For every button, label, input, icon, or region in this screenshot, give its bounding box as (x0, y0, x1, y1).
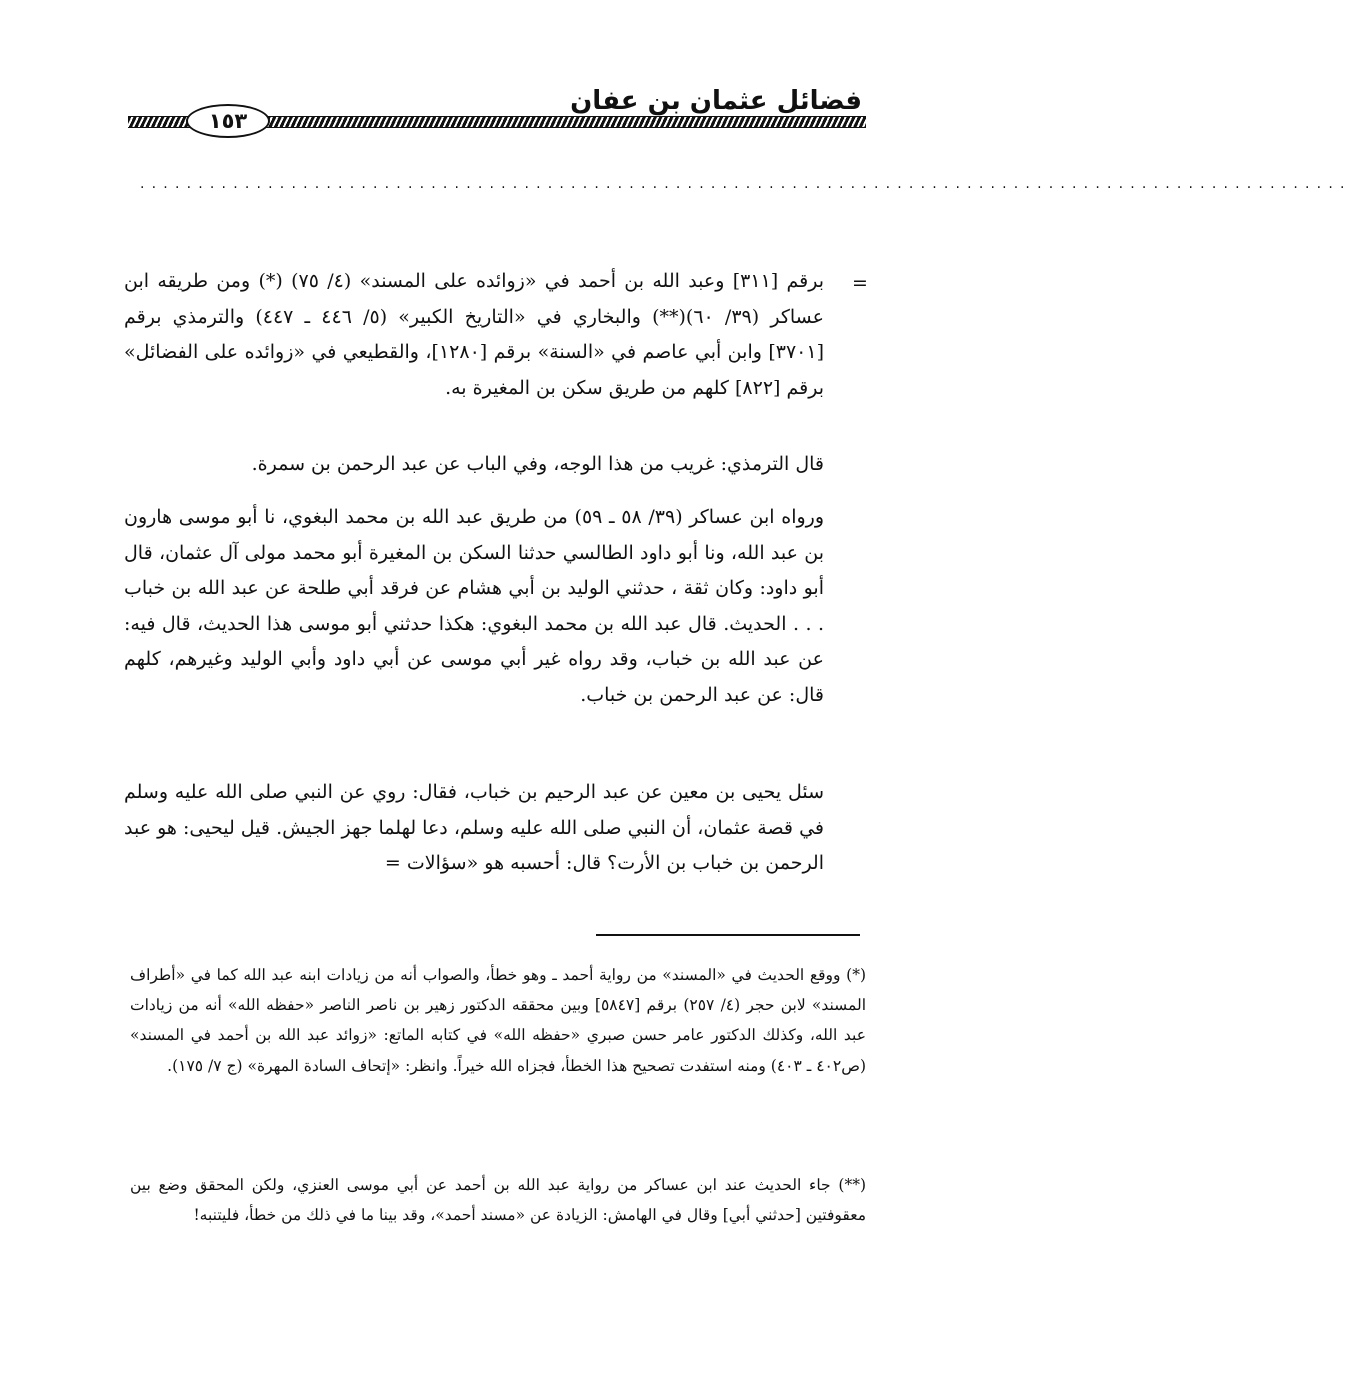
dotted-separator: ........................................................................................................ (140, 176, 1352, 192)
paragraph-text: سئل يحيى بن معين عن عبد الرحيم بن خباب، فقال: روي عن النبي صلى الله عليه وسلم في قصة عثمان، أن النبي صلى الله عليه وسلم، دعا لهلما جهز الجيش. قيل ليحيى: هو عبد الرحمن بن خباب بن الأرت؟ قال: أحسبه هو «سؤالات = (124, 781, 824, 874)
header-rule-left (128, 116, 190, 128)
footnote-2: (**) جاء الحديث عند ابن عساكر من رواية عبد الله بن أحمد عن أبي موسى العنزي، ولكن المحقق وضع بين معقوفتين [حدثني أبي] وقال في الهامش: الزيادة عن «مسند أحمد»، وقد بينا ما في ذلك من خطأ، فليتنبه! (130, 1176, 866, 1225)
running-header-title: فضائل عثمان بن عفان (570, 86, 862, 116)
footnote-1: (*) ووقع الحديث في «المسند» من رواية أحمد ـ وهو خطأ، والصواب أنه من زيادات ابنه عبد الله كما في «أطراف المسند» لابن حجر (٤/ ٢٥٧) برقم [٥٨٤٧] وبين محققه الدكتور زهير بن ناصر الناصر «حفظه الله» أنه من زيادات عبد الله، وكذلك الدكتور عامر حسن صبري «حفظه الله» في كتابه الماتع: «زوائد عبد الله بن أحمد في المسند» (ص٤٠٢ ـ ٤٠٣) ومنه استفدت تصحيح هذا الخطأ، فجزاه الله خيراً. وانظر: «إتحاف السادة المهرة» (ج ٧/ ١٧٥). (130, 966, 866, 1075)
paragraph-text: برقم [٣١١] وعبد الله بن أحمد في «زوائده على المسند» (٤/ ٧٥) (*) ومن طريقه ابن عساكر (٣٩/ ٦٠)(**) والبخاري في «التاريخ الكبير» (٥/ ٤٤٦ ـ ٤٤٧) والترمذي برقم [٣٧٠١] وابن أبي عاصم في «السنة» برقم [١٢٨٠]، والقطيعي في «زوائده على الفضائل» برقم [٨٢٢] كلهم من طريق سكن بن المغيرة به. (124, 270, 825, 399)
footnote-separator (596, 934, 860, 936)
continuation-mark: = (852, 272, 868, 294)
body-paragraph-2 (124, 447, 824, 483)
header-rule-right (262, 116, 866, 128)
body-paragraph-4 (124, 775, 824, 882)
paragraph-text: قال الترمذي: غريب من هذا الوجه، وفي الباب عن عبد الرحمن بن سمرة. (251, 453, 824, 475)
page-number: ١٥٣ (186, 104, 270, 138)
body-paragraph-3 (124, 500, 824, 713)
paragraph-text: ورواه ابن عساكر (٣٩/ ٥٨ ـ ٥٩) من طريق عبد الله بن محمد البغوي، نا أبو موسى هارون بن عبد الله، ونا أبو داود الطالسي حدثنا السكن بن المغيرة أبو محمد مولى آل عثمان، قال أبو داود: وكان ثقة ، حدثني الوليد بن أبي هشام عن فرقد أبي طلحة عن عبد الله بن خباب . . . الحديث. قال عبد الله بن محمد البغوي: هكذا حدثني أبو موسى هذا الحديث، قال فيه: عن عبد الله بن خباب، وقد رواه غير أبي موسى عن أبي داود وأبي الوليد وغيرهم، كلهم قال: عن عبد الرحمن بن خباب. (124, 506, 825, 706)
body-paragraph-1 (124, 264, 824, 406)
